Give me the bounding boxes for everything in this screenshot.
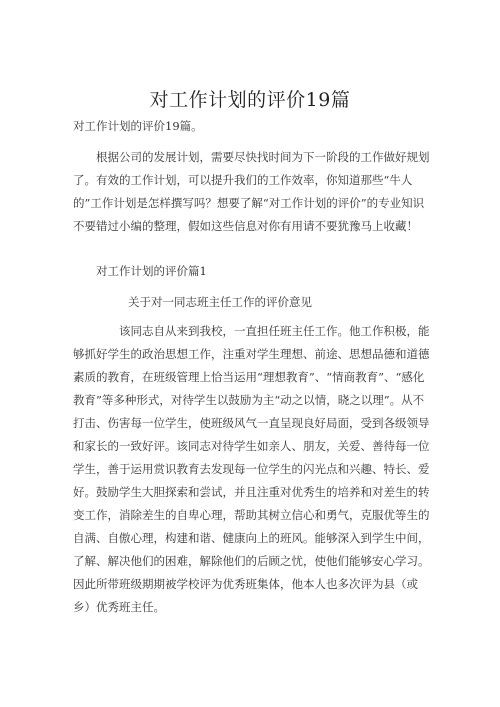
section-heading: 对工作计划的评价篇1 [96, 264, 207, 278]
document-subtitle: 对工作计划的评价19篇。 [73, 119, 203, 133]
evaluation-body-paragraph: 该同志自从来到我校，一直担任班主任工作。他工作积极，能够抓好学生的政治思想工作，注重对学生理想、前途、思想品德和道德素质的教育，在班级管理上恰当运用“理想教育”、“情商教育”、“感化教育”等多种形式，对待学生以鼓励为主“动之以情，晓之以理”。从不打击、伤害每一位学生，使班级风气一直呈现良好局面，受到各级领导和家长的一致好评。该同志对待学生如亲人、朋友，关爱、善待每一位学生，善于运用赏识教育去发现每一位学生的闪光点和兴趣、特长、爱好。鼓励学生大胆探索和尝试，并且注重对优秀生的培养和对差生的转变工作，消除差生的自卑心理，帮助其树立信心和勇气，克服优等生的自满、自傲心理，构建和谐、健康向上的班风。能够深入到学生中间，了解、解决他们的困难，解除他们的后顾之忧，使他们能够安心学习。因此所带班级期期被学校评为优秀班集体，他本人也多次评为县（或乡）优秀班主任。 [73, 324, 430, 614]
evaluation-heading: 关于对一同志班主任工作的评价意见 [128, 295, 312, 309]
intro-paragraph: 根据公司的发展计划，需要尽快找时间为下一阶段的工作做好规划了。有效的工作计划，可以提升我们的工作效率，你知道那些“牛人的”工作计划是怎样撰写吗？想要了解“对工作计划的评价”的专业知识不要错过小编的整理，假如这些信息对你有用请不要犹豫马上收藏！ [73, 150, 430, 233]
document-title: 对工作计划的评价19篇 [149, 89, 351, 111]
